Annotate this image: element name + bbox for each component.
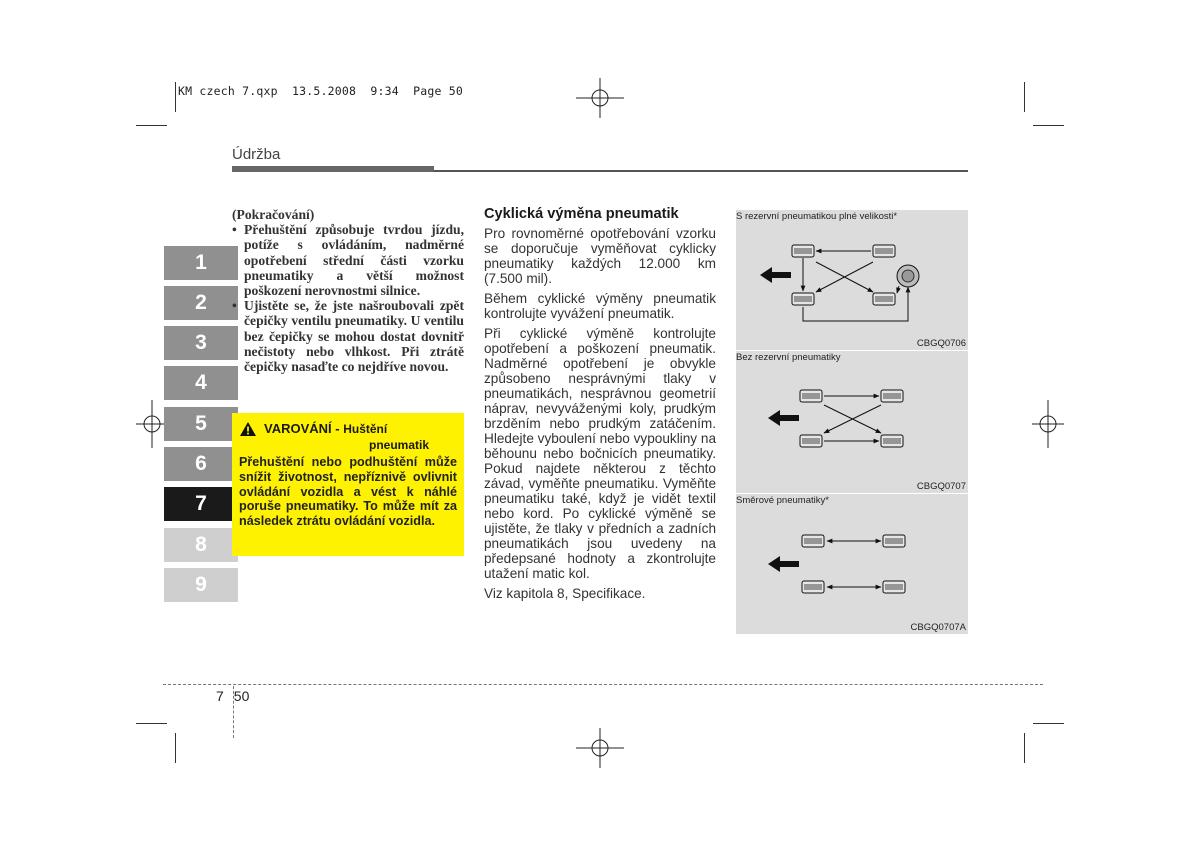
- diagram-label-1: S rezervní pneumatikou plné velikosti*: [736, 211, 898, 222]
- chapter-tab-4[interactable]: 4: [164, 366, 238, 400]
- section-heading: Cyklická výměna pneumatik: [484, 206, 679, 222]
- paragraph: Při cyklické výměně kontrolujte opotřebení a poškození pneumatik. Nadměrné opotřebení je obvykle způsobeno nesprávnými tlaky v pneumatikách, nesprávnou geometrií náprav, nevyváženými koly, prudkým brzděním nebo prudkým zatáčením. Hledejte vyboulení nebo vypoukliny na běhounu nebo bočnicích pneumatiky. Pokud najdete některou z těchto závad, vyměňte pneumatiku. Vyměňte pneumatiku také, když je vidět textil nebo kord. Po cyklické výměně se ujistěte, že tlaky v předních a zadních pneumatikách jsou uvedeny na předepsané hodnoty a zkontrolujte utažení matic kol.: [484, 326, 717, 581]
- page-index: 50: [233, 688, 250, 704]
- header-rule-thick: [232, 166, 434, 172]
- registration-mark-top: [576, 78, 624, 118]
- chapter-tab-1[interactable]: 1: [164, 246, 238, 280]
- list-item: • Ujistěte se, že jste našroubovali zpět čepičky ventilu pneumatiky. U ventilu bez čepičky se mohou dostat dovnitř nečistoty nebo vlhkost. Při ztrátě čepičky nasaďte co nejdříve novou.: [232, 298, 464, 374]
- warning-label: VAROVÁNÍ: [264, 421, 332, 436]
- warning-title: [264, 421, 387, 436]
- chapter-tab-3[interactable]: 3: [164, 326, 238, 360]
- diagram-code-2: CBGQ0707: [916, 481, 966, 492]
- tire-rotation-directional-diagram: [736, 515, 968, 619]
- diagram-code-3: CBGQ0707A: [910, 622, 966, 633]
- paragraph: Viz kapitola 8, Specifikace.: [484, 586, 646, 601]
- tire-rotation-with-spare-diagram: [736, 230, 968, 348]
- warning-box: [232, 413, 464, 556]
- warning-body: Přehuštění nebo podhuštění může snížit životnost, nepříznivě ovlivnit ovládání vozidla a vést k náhlé poruše pneumatiky. To může mít za následek ztrátu ovládání vozidla.: [239, 455, 457, 529]
- chapter-tab-7[interactable]: 7: [164, 487, 238, 521]
- warning-triangle-icon: [239, 421, 257, 437]
- diagram-label-3: Směrové pneumatiky*: [736, 495, 829, 506]
- diagram-label-2: Bez rezervní pneumatiky: [736, 352, 841, 363]
- print-header: KM czech 7.qxp 13.5.2008 9:34 Page 50: [178, 84, 463, 98]
- footer-rule: [163, 684, 1043, 685]
- header-rule-thin: [434, 170, 968, 172]
- paragraph: Během cyklické výměny pneumatik kontrolujte vyvážení pneumatik.: [484, 291, 716, 321]
- list-item: • Přehuštění způsobuje tvrdou jízdu, potíže s ovládáním, nadměrné opotřebení střední části vzorku pneumatiky a větší možnost poškození nerovnostmi silnice.: [232, 222, 464, 298]
- page-number: [216, 688, 249, 704]
- chapter-tab-9[interactable]: 9: [164, 568, 238, 602]
- chapter-tab-8[interactable]: 8: [164, 528, 238, 562]
- diagram-divider: [736, 493, 968, 494]
- warning-topic-line2: pneumatik: [368, 438, 429, 452]
- section-title: Údržba: [232, 146, 281, 163]
- diagram-panel: [736, 210, 968, 634]
- diagram-code-1: CBGQ0706: [916, 338, 966, 349]
- continued-label: (Pokračování): [232, 207, 315, 222]
- warning-topic-line1: Huštění: [343, 422, 388, 436]
- chapter-tab-5[interactable]: 5: [164, 407, 238, 441]
- registration-mark-bottom: [576, 728, 624, 768]
- warning-separator: -: [331, 421, 344, 436]
- bullet-list: [232, 222, 464, 374]
- tire-rotation-cross-diagram: [736, 370, 968, 485]
- registration-mark-right: [1032, 400, 1064, 448]
- middle-column: [484, 207, 716, 606]
- chapter-tab-2[interactable]: 2: [164, 286, 238, 320]
- diagram-divider: [736, 350, 968, 351]
- left-column: [232, 207, 464, 374]
- chapter-tab-6[interactable]: 6: [164, 447, 238, 481]
- page-chapter: 7: [216, 688, 224, 704]
- warning-header: [239, 421, 457, 437]
- paragraph: Pro rovnoměrné opotřebování vzorku se doporučuje vyměňovat cyklicky pneumatiky každých 12.000 km (7.500 mil).: [484, 226, 716, 286]
